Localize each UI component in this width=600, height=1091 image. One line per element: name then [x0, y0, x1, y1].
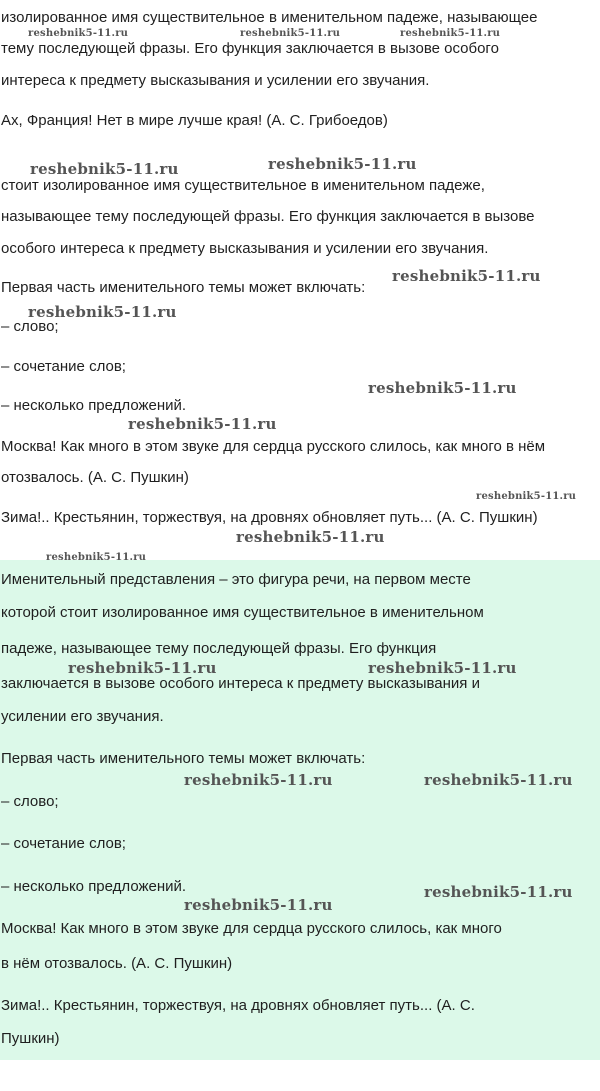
text-line: особого интереса к предмету высказывания и усилении его звучания. — [1, 240, 489, 257]
answer-quote-line: Зима!.. Крестьянин, торжествуя, на дровнях обновляет путь... (А. С. — [1, 997, 475, 1014]
answer-line: заключается в вызове особого интереса к предмету высказывания и — [1, 675, 480, 692]
watermark: reshebnik5-11.ru — [424, 883, 573, 901]
watermark: reshebnik5-11.ru — [368, 379, 517, 397]
quote-line: Зима!.. Крестьянин, торжествуя, на дровнях обновляет путь... (А. С. Пушкин) — [1, 509, 538, 526]
watermark: reshebnik5-11.ru — [30, 160, 179, 178]
text-line: называющее тему последующей фразы. Его функция заключается в вызове — [1, 208, 535, 225]
text-line: изолированное имя существительное в именительном падеже, называющее — [1, 9, 538, 26]
answer-quote-line: в нём отозвалось. (А. С. Пушкин) — [1, 955, 233, 972]
answer-block — [0, 560, 600, 1060]
watermark: reshebnik5-11.ru — [68, 659, 217, 677]
watermark: reshebnik5-11.ru — [240, 28, 341, 39]
text-line: интереса к предмету высказывания и усилении его звучания. — [1, 72, 430, 89]
watermark: reshebnik5-11.ru — [400, 28, 501, 39]
list-item: – сочетание слов; — [1, 358, 126, 375]
text-line: стоит изолированное имя существительное в именительном падеже, — [1, 177, 485, 194]
watermark: reshebnik5-11.ru — [424, 771, 573, 789]
watermark: reshebnik5-11.ru — [368, 659, 517, 677]
watermark: reshebnik5-11.ru — [184, 771, 333, 789]
answer-quote-line: Москва! Как много в этом звуке для сердца русского слилось, как много — [1, 920, 502, 937]
answer-list-item: – несколько предложений. — [1, 878, 187, 895]
list-item: – несколько предложений. — [1, 397, 187, 414]
answer-line: падеже, называющее тему последующей фразы. Его функция — [1, 640, 437, 657]
watermark: reshebnik5-11.ru — [268, 155, 417, 173]
text-line: тему последующей фразы. Его функция заключается в вызове особого — [1, 40, 499, 57]
list-item: – слово; — [1, 318, 59, 335]
watermark: reshebnik5-11.ru — [28, 303, 177, 321]
watermark: reshebnik5-11.ru — [184, 896, 333, 914]
answer-line: Именительный представления – это фигура речи, на первом месте — [1, 571, 471, 588]
watermark: reshebnik5-11.ru — [128, 415, 277, 433]
quote-line: Ах, Франция! Нет в мире лучше края! (А. С. Грибоедов) — [1, 112, 388, 129]
watermark: reshebnik5-11.ru — [28, 28, 129, 39]
answer-list-item: – сочетание слов; — [1, 835, 126, 852]
watermark: reshebnik5-11.ru — [46, 552, 147, 563]
quote-line: Москва! Как много в этом звуке для сердца русского слилось, как много в нём — [1, 438, 546, 455]
watermark: reshebnik5-11.ru — [392, 267, 541, 285]
answer-line: Первая часть именительного темы может включать: — [1, 750, 366, 767]
answer-line: усилении его звучания. — [1, 708, 164, 725]
answer-line: которой стоит изолированное имя существительное в именительном — [1, 604, 484, 621]
watermark: reshebnik5-11.ru — [236, 528, 385, 546]
quote-line: отозвалось. (А. С. Пушкин) — [1, 469, 189, 486]
answer-list-item: – слово; — [1, 793, 59, 810]
text-line: Первая часть именительного темы может включать: — [1, 279, 366, 296]
watermark: reshebnik5-11.ru — [476, 491, 577, 502]
answer-quote-line: Пушкин) — [1, 1030, 60, 1047]
